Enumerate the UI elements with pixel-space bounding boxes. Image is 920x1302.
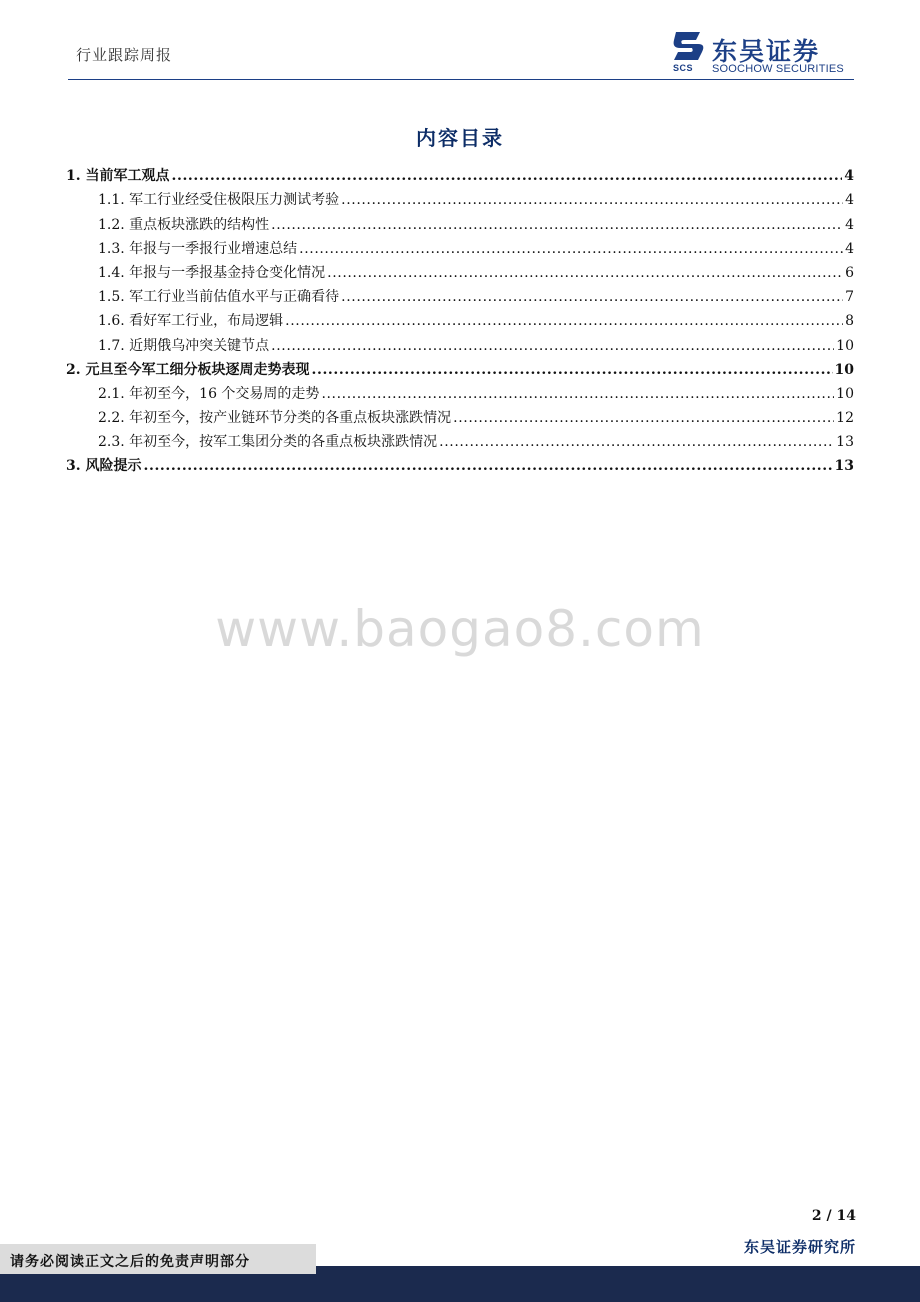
toc-entry-page: 4	[845, 192, 854, 209]
toc-entry-text	[98, 264, 325, 282]
toc-dot-leader	[327, 264, 843, 282]
disclaimer-box	[0, 1244, 316, 1274]
toc-dot-leader	[439, 433, 834, 451]
toc-dot-leader	[271, 337, 834, 355]
toc-entry-title: 看好军工行业，布局逻辑	[129, 313, 284, 330]
toc-entry-number: 1.5.	[98, 289, 125, 306]
toc-entry-number: 2.	[66, 361, 81, 378]
toc-entry-title: 年初至今，16 个交易周的走势	[129, 385, 320, 402]
toc-entry-text	[66, 361, 310, 379]
toc-entry-title: 军工行业经受住极限压力测试考验	[129, 192, 340, 209]
toc-entry-text	[98, 409, 451, 427]
toc-entry-page: 10	[836, 337, 854, 354]
toc-entry[interactable]	[66, 209, 854, 233]
scs-logo-icon	[670, 30, 708, 62]
toc-entry-title: 年报与一季报行业增速总结	[129, 240, 298, 257]
toc-title: 内容目录	[416, 126, 504, 150]
toc-entry-text	[98, 312, 283, 330]
toc-entry-number: 1.	[66, 168, 81, 185]
toc-entry-number: 1.3.	[98, 240, 125, 257]
page-number: 2 / 14	[811, 1208, 856, 1224]
toc-entry-number: 1.2.	[98, 216, 125, 233]
toc-entry[interactable]	[66, 258, 854, 282]
toc-entry[interactable]	[66, 379, 854, 403]
toc-entry[interactable]	[66, 282, 854, 306]
logo-name-en: SOOCHOW SECURITIES	[712, 63, 844, 75]
toc-entry-number: 1.7.	[98, 337, 125, 354]
toc-entry-title: 年报与一季报基金持仓变化情况	[129, 264, 326, 281]
toc-dot-leader	[341, 191, 843, 209]
toc-entry-text	[98, 191, 339, 209]
toc-entry-title: 风险提示	[85, 458, 142, 475]
toc-dot-leader	[299, 240, 843, 258]
report-type-label: 行业跟踪周报	[76, 46, 173, 64]
toc-dot-leader	[341, 288, 843, 306]
toc-dot-leader	[271, 216, 843, 234]
toc-entry-page: 10	[834, 361, 854, 378]
toc-entry-number: 2.3.	[98, 434, 125, 451]
toc-entry[interactable]	[66, 161, 854, 185]
toc-entry[interactable]	[66, 403, 854, 427]
toc-entry-page: 4	[844, 168, 854, 185]
toc-entry-title: 年初至今，按军工集团分类的各重点板块涨跌情况	[129, 434, 438, 451]
toc-entry-number: 1.6.	[98, 313, 125, 330]
toc-entry-text	[66, 457, 142, 475]
disclaimer-text: 请务必阅读正文之后的免责声明部分	[10, 1254, 250, 1270]
toc-entry[interactable]	[66, 330, 854, 354]
toc-entry[interactable]	[66, 306, 854, 330]
toc-entry-number: 3.	[66, 458, 81, 475]
toc-dot-leader	[172, 167, 843, 185]
toc-dot-leader	[453, 409, 834, 427]
toc-entry-text	[98, 337, 269, 355]
table-of-contents	[66, 161, 854, 475]
toc-dot-leader	[285, 312, 843, 330]
toc-entry-number: 2.1.	[98, 385, 125, 402]
toc-entry-text	[98, 433, 437, 451]
toc-entry-title: 军工行业当前估值水平与正确看待	[129, 289, 340, 306]
toc-entry-page: 7	[845, 289, 854, 306]
toc-entry-title: 当前军工观点	[85, 168, 170, 185]
toc-entry-page: 4	[845, 216, 854, 233]
toc-dot-leader	[321, 385, 834, 403]
toc-entry[interactable]	[66, 234, 854, 258]
toc-entry[interactable]	[66, 185, 854, 209]
toc-entry-text	[66, 167, 170, 185]
toc-entry-page: 6	[845, 264, 854, 281]
company-logo	[670, 30, 856, 76]
toc-dot-leader	[312, 361, 833, 379]
toc-entry-title: 元旦至今军工细分板块逐周走势表现	[85, 361, 310, 378]
toc-entry-number: 2.2.	[98, 410, 125, 427]
toc-entry-page: 8	[845, 313, 854, 330]
logo-mark-text: SCS	[673, 63, 694, 73]
toc-entry-page: 10	[836, 385, 854, 402]
toc-entry-title: 重点板块涨跌的结构性	[129, 216, 270, 233]
toc-entry-text	[98, 240, 297, 258]
logo-name-cn: 东吴证券	[712, 37, 821, 66]
header-divider	[68, 79, 854, 80]
toc-entry-text	[98, 216, 269, 234]
footer-institute: 东吴证券研究所	[743, 1238, 856, 1256]
toc-entry-title: 近期俄乌冲突关键节点	[129, 337, 270, 354]
toc-entry-text	[98, 385, 319, 403]
watermark: www.baogao8.com	[215, 600, 705, 658]
toc-entry-number: 1.1.	[98, 192, 125, 209]
toc-entry-title: 年初至今，按产业链环节分类的各重点板块涨跌情况	[129, 410, 452, 427]
toc-entry[interactable]	[66, 451, 854, 475]
toc-entry[interactable]	[66, 355, 854, 379]
toc-entry-text	[98, 288, 339, 306]
toc-entry-page: 12	[836, 410, 854, 427]
toc-entry-page: 13	[836, 434, 854, 451]
toc-entry-page: 13	[834, 458, 854, 475]
toc-entry[interactable]	[66, 427, 854, 451]
toc-dot-leader	[144, 457, 833, 475]
toc-entry-number: 1.4.	[98, 264, 125, 281]
toc-entry-page: 4	[845, 240, 854, 257]
